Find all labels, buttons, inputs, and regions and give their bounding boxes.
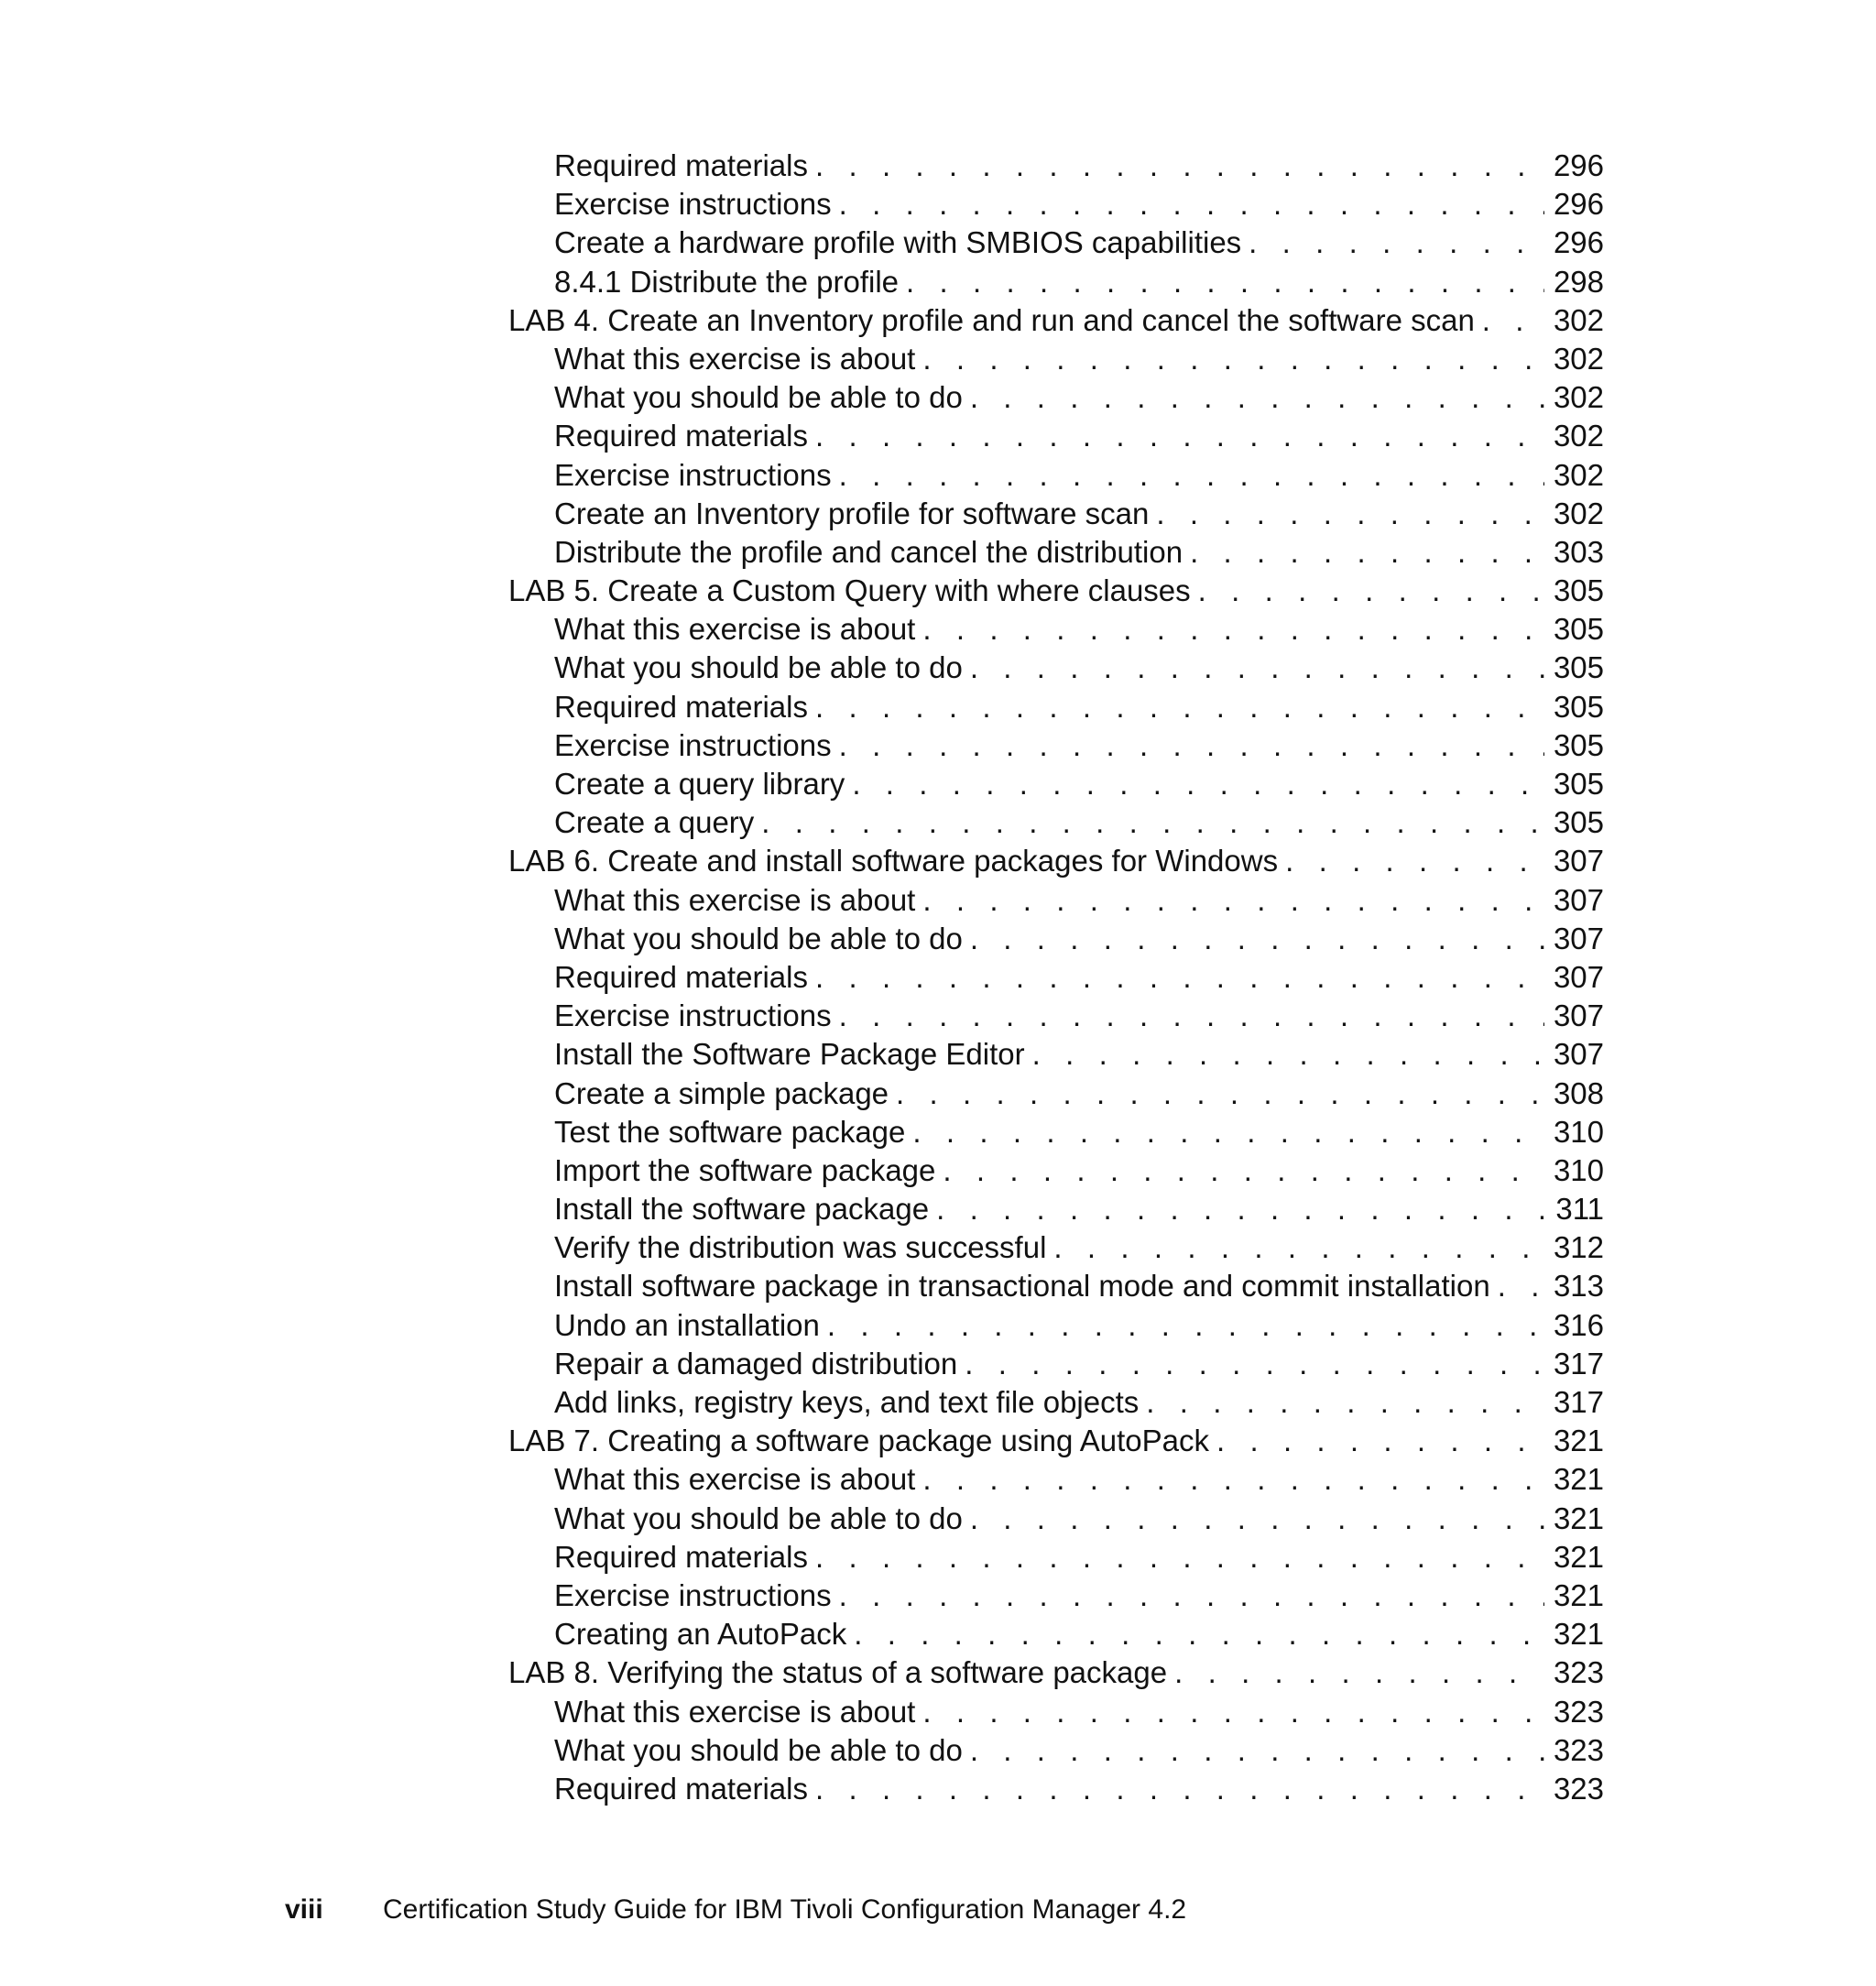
toc-dot-leader xyxy=(1190,533,1544,572)
toc-dot-leader xyxy=(827,1306,1544,1345)
toc-entry-page-number: 323 xyxy=(1553,1732,1604,1767)
toc-entry-title: Required materials xyxy=(554,148,808,182)
toc-section-entry[interactable] xyxy=(508,765,1604,803)
toc-entry-title: Create a query xyxy=(554,805,755,840)
toc-entry-title: What you should be able to do xyxy=(554,380,963,415)
toc-dot-leader xyxy=(922,340,1544,378)
toc-entry-title: Exercise instructions xyxy=(554,187,832,222)
table-of-contents xyxy=(508,147,1604,1808)
toc-entry-page-number: 307 xyxy=(1553,959,1604,994)
toc-entry-page-number: 308 xyxy=(1553,1075,1604,1110)
toc-chapter-entry[interactable] xyxy=(508,842,1604,880)
toc-entry-page-number: 298 xyxy=(1553,264,1604,299)
toc-entry-page-number: 305 xyxy=(1553,612,1604,647)
footer-page-number: viii xyxy=(285,1894,323,1925)
toc-section-entry[interactable] xyxy=(508,533,1604,572)
toc-dot-leader xyxy=(922,610,1544,649)
toc-entry-page-number: 302 xyxy=(1553,302,1604,337)
toc-dot-leader xyxy=(839,456,1544,495)
toc-dot-leader xyxy=(1482,301,1544,340)
toc-entry-title: Exercise instructions xyxy=(554,998,832,1033)
toc-entry-page-number: 323 xyxy=(1553,1771,1604,1806)
toc-dot-leader xyxy=(922,1693,1544,1731)
toc-entry-title: What this exercise is about xyxy=(554,882,916,917)
toc-section-entry[interactable] xyxy=(508,495,1604,533)
toc-entry-title: LAB 8. Verifying the status of a software package xyxy=(508,1655,1168,1690)
toc-entry-title: 8.4.1 Distribute the profile xyxy=(554,264,900,299)
page-footer xyxy=(285,1894,1186,1926)
toc-chapter-entry[interactable] xyxy=(508,1653,1604,1692)
toc-dot-leader xyxy=(852,765,1544,803)
toc-section-entry[interactable] xyxy=(508,920,1604,958)
toc-section-entry[interactable] xyxy=(508,378,1604,417)
toc-dot-leader xyxy=(970,378,1544,417)
toc-entry-page-number: 321 xyxy=(1553,1424,1604,1458)
toc-entry-title: LAB 5. Create a Custom Query with where clauses xyxy=(508,573,1191,608)
toc-dot-leader xyxy=(943,1151,1544,1190)
toc-dot-leader xyxy=(854,1615,1544,1653)
toc-section-entry[interactable] xyxy=(508,263,1604,301)
toc-entry-title: What this exercise is about xyxy=(554,1462,916,1497)
toc-dot-leader xyxy=(839,185,1544,224)
toc-dot-leader xyxy=(970,649,1544,687)
toc-section-entry[interactable] xyxy=(508,417,1604,455)
toc-section-entry[interactable] xyxy=(508,1035,1604,1074)
toc-entry-page-number: 302 xyxy=(1553,419,1604,453)
toc-section-entry[interactable] xyxy=(508,726,1604,765)
toc-entry-page-number: 305 xyxy=(1553,573,1604,608)
toc-dot-leader xyxy=(815,1770,1544,1808)
toc-dot-leader xyxy=(1216,1422,1544,1460)
toc-section-entry[interactable] xyxy=(508,1731,1604,1770)
toc-entry-title: Install the software package xyxy=(554,1192,930,1227)
toc-section-entry[interactable] xyxy=(508,147,1604,185)
toc-entry-page-number: 310 xyxy=(1553,1114,1604,1149)
toc-entry-page-number: 307 xyxy=(1553,998,1604,1033)
toc-entry-title: Install the Software Package Editor xyxy=(554,1037,1025,1072)
toc-entry-title: Import the software package xyxy=(554,1152,936,1187)
toc-dot-leader xyxy=(761,803,1544,842)
toc-entry-title: Required materials xyxy=(554,1539,808,1574)
toc-entry-title: What you should be able to do xyxy=(554,650,963,685)
toc-entry-page-number: 310 xyxy=(1553,1152,1604,1187)
toc-section-entry[interactable] xyxy=(508,958,1604,997)
toc-dot-leader xyxy=(1498,1267,1544,1305)
toc-dot-leader xyxy=(906,263,1544,301)
toc-dot-leader xyxy=(839,997,1544,1035)
toc-entry-page-number: 305 xyxy=(1553,767,1604,801)
toc-section-entry[interactable] xyxy=(508,456,1604,495)
toc-entry-title: Distribute the profile and cancel the distribution xyxy=(554,534,1183,569)
toc-section-entry[interactable] xyxy=(508,224,1604,262)
toc-section-entry[interactable] xyxy=(508,1500,1604,1538)
toc-dot-leader xyxy=(815,417,1544,455)
toc-entry-page-number: 296 xyxy=(1553,187,1604,222)
toc-dot-leader xyxy=(970,1500,1544,1538)
toc-section-entry[interactable] xyxy=(508,1151,1604,1190)
toc-section-entry[interactable] xyxy=(508,1383,1604,1422)
toc-dot-leader xyxy=(815,958,1544,997)
toc-entry-page-number: 321 xyxy=(1553,1617,1604,1652)
toc-chapter-entry[interactable] xyxy=(508,301,1604,340)
toc-dot-leader xyxy=(815,1538,1544,1577)
toc-entry-page-number: 317 xyxy=(1553,1346,1604,1380)
toc-dot-leader xyxy=(912,1113,1544,1151)
toc-entry-title: What this exercise is about xyxy=(554,612,916,647)
toc-entry-title: Verify the distribution was successful xyxy=(554,1230,1047,1265)
toc-dot-leader xyxy=(922,1460,1544,1499)
toc-dot-leader xyxy=(1146,1383,1544,1422)
toc-entry-page-number: 305 xyxy=(1553,689,1604,724)
toc-section-entry[interactable] xyxy=(508,1460,1604,1499)
toc-entry-page-number: 302 xyxy=(1553,341,1604,376)
toc-entry-page-number: 302 xyxy=(1553,380,1604,415)
toc-entry-title: What this exercise is about xyxy=(554,1694,916,1729)
toc-entry-title: LAB 6. Create and install software packages for Windows xyxy=(508,844,1279,878)
toc-entry-title: Required materials xyxy=(554,1771,808,1806)
toc-section-entry[interactable] xyxy=(508,1228,1604,1267)
toc-entry-page-number: 323 xyxy=(1553,1694,1604,1729)
toc-entry-title: Exercise instructions xyxy=(554,727,832,762)
toc-entry-page-number: 311 xyxy=(1555,1192,1604,1227)
toc-section-entry[interactable] xyxy=(508,1345,1604,1383)
toc-section-entry[interactable] xyxy=(508,1190,1604,1228)
toc-entry-page-number: 296 xyxy=(1553,225,1604,260)
toc-dot-leader xyxy=(1053,1228,1544,1267)
toc-entry-title: Create a hardware profile with SMBIOS capabilities xyxy=(554,225,1242,260)
toc-entry-title: LAB 7. Creating a software package using AutoPack xyxy=(508,1424,1209,1458)
toc-section-entry[interactable] xyxy=(508,1538,1604,1577)
toc-section-entry[interactable] xyxy=(508,1075,1604,1113)
toc-entry-page-number: 303 xyxy=(1553,534,1604,569)
toc-section-entry[interactable] xyxy=(508,1770,1604,1808)
toc-entry-title: Undo an installation xyxy=(554,1307,820,1342)
toc-dot-leader xyxy=(1285,842,1544,880)
toc-dot-leader xyxy=(1198,572,1544,610)
toc-chapter-entry[interactable] xyxy=(508,1422,1604,1460)
toc-entry-page-number: 312 xyxy=(1553,1230,1604,1265)
toc-entry-title: What you should be able to do xyxy=(554,1500,963,1535)
toc-entry-page-number: 305 xyxy=(1553,727,1604,762)
toc-entry-page-number: 296 xyxy=(1553,148,1604,182)
toc-entry-title: Test the software package xyxy=(554,1114,906,1149)
toc-section-entry[interactable] xyxy=(508,881,1604,920)
toc-entry-page-number: 302 xyxy=(1553,457,1604,492)
toc-entry-title: Exercise instructions xyxy=(554,1577,832,1612)
toc-entry-title: What this exercise is about xyxy=(554,341,916,376)
toc-entry-title: Required materials xyxy=(554,689,808,724)
toc-entry-page-number: 317 xyxy=(1553,1385,1604,1419)
toc-entry-page-number: 307 xyxy=(1553,921,1604,955)
toc-entry-title: Create an Inventory profile for software scan xyxy=(554,496,1150,530)
toc-entry-page-number: 316 xyxy=(1553,1307,1604,1342)
toc-entry-title: Install software package in transactional mode and commit installation xyxy=(554,1269,1490,1304)
toc-section-entry[interactable] xyxy=(508,1615,1604,1653)
toc-section-entry[interactable] xyxy=(508,610,1604,649)
toc-dot-leader xyxy=(922,881,1544,920)
toc-entry-page-number: 321 xyxy=(1553,1539,1604,1574)
toc-entry-page-number: 321 xyxy=(1553,1577,1604,1612)
toc-entry-page-number: 307 xyxy=(1553,882,1604,917)
toc-entry-title: Exercise instructions xyxy=(554,457,832,492)
toc-entry-title: What you should be able to do xyxy=(554,1732,963,1767)
toc-section-entry[interactable] xyxy=(508,649,1604,687)
toc-section-entry[interactable] xyxy=(508,340,1604,378)
toc-dot-leader xyxy=(970,1731,1544,1770)
toc-dot-leader xyxy=(936,1190,1546,1228)
toc-dot-leader xyxy=(965,1345,1544,1383)
toc-section-entry[interactable] xyxy=(508,1693,1604,1731)
toc-entry-page-number: 302 xyxy=(1553,496,1604,530)
toc-dot-leader xyxy=(839,726,1544,765)
toc-entry-page-number: 307 xyxy=(1553,844,1604,878)
toc-entry-page-number: 323 xyxy=(1553,1655,1604,1690)
toc-section-entry[interactable] xyxy=(508,1113,1604,1151)
toc-entry-page-number: 313 xyxy=(1553,1269,1604,1304)
toc-section-entry[interactable] xyxy=(508,688,1604,726)
toc-dot-leader xyxy=(839,1577,1544,1615)
toc-entry-page-number: 305 xyxy=(1553,805,1604,840)
toc-section-entry[interactable] xyxy=(508,185,1604,224)
toc-dot-leader xyxy=(1032,1035,1544,1074)
toc-entry-title: Add links, registry keys, and text file objects xyxy=(554,1385,1140,1419)
toc-dot-leader xyxy=(815,147,1544,185)
toc-entry-title: What you should be able to do xyxy=(554,921,963,955)
toc-dot-leader xyxy=(1156,495,1544,533)
toc-entry-title: Create a simple package xyxy=(554,1075,889,1110)
toc-section-entry[interactable] xyxy=(508,997,1604,1035)
toc-chapter-entry[interactable] xyxy=(508,572,1604,610)
toc-dot-leader xyxy=(896,1075,1544,1113)
toc-dot-leader xyxy=(815,688,1544,726)
toc-entry-title: Creating an AutoPack xyxy=(554,1617,847,1652)
toc-entry-page-number: 305 xyxy=(1553,650,1604,685)
toc-entry-page-number: 321 xyxy=(1553,1462,1604,1497)
toc-section-entry[interactable] xyxy=(508,803,1604,842)
toc-section-entry[interactable] xyxy=(508,1306,1604,1345)
toc-dot-leader xyxy=(1249,224,1544,262)
toc-entry-page-number: 321 xyxy=(1553,1500,1604,1535)
toc-dot-leader xyxy=(970,920,1544,958)
toc-section-entry[interactable] xyxy=(508,1267,1604,1305)
toc-dot-leader xyxy=(1174,1653,1544,1692)
toc-entry-title: LAB 4. Create an Inventory profile and run and cancel the software scan xyxy=(508,302,1475,337)
footer-book-title: Certification Study Guide for IBM Tivoli Configuration Manager 4.2 xyxy=(383,1894,1187,1925)
toc-entry-title: Required materials xyxy=(554,959,808,994)
toc-section-entry[interactable] xyxy=(508,1577,1604,1615)
toc-entry-title: Repair a damaged distribution xyxy=(554,1346,958,1380)
toc-entry-page-number: 307 xyxy=(1553,1037,1604,1072)
toc-entry-title: Required materials xyxy=(554,419,808,453)
toc-entry-title: Create a query library xyxy=(554,767,845,801)
